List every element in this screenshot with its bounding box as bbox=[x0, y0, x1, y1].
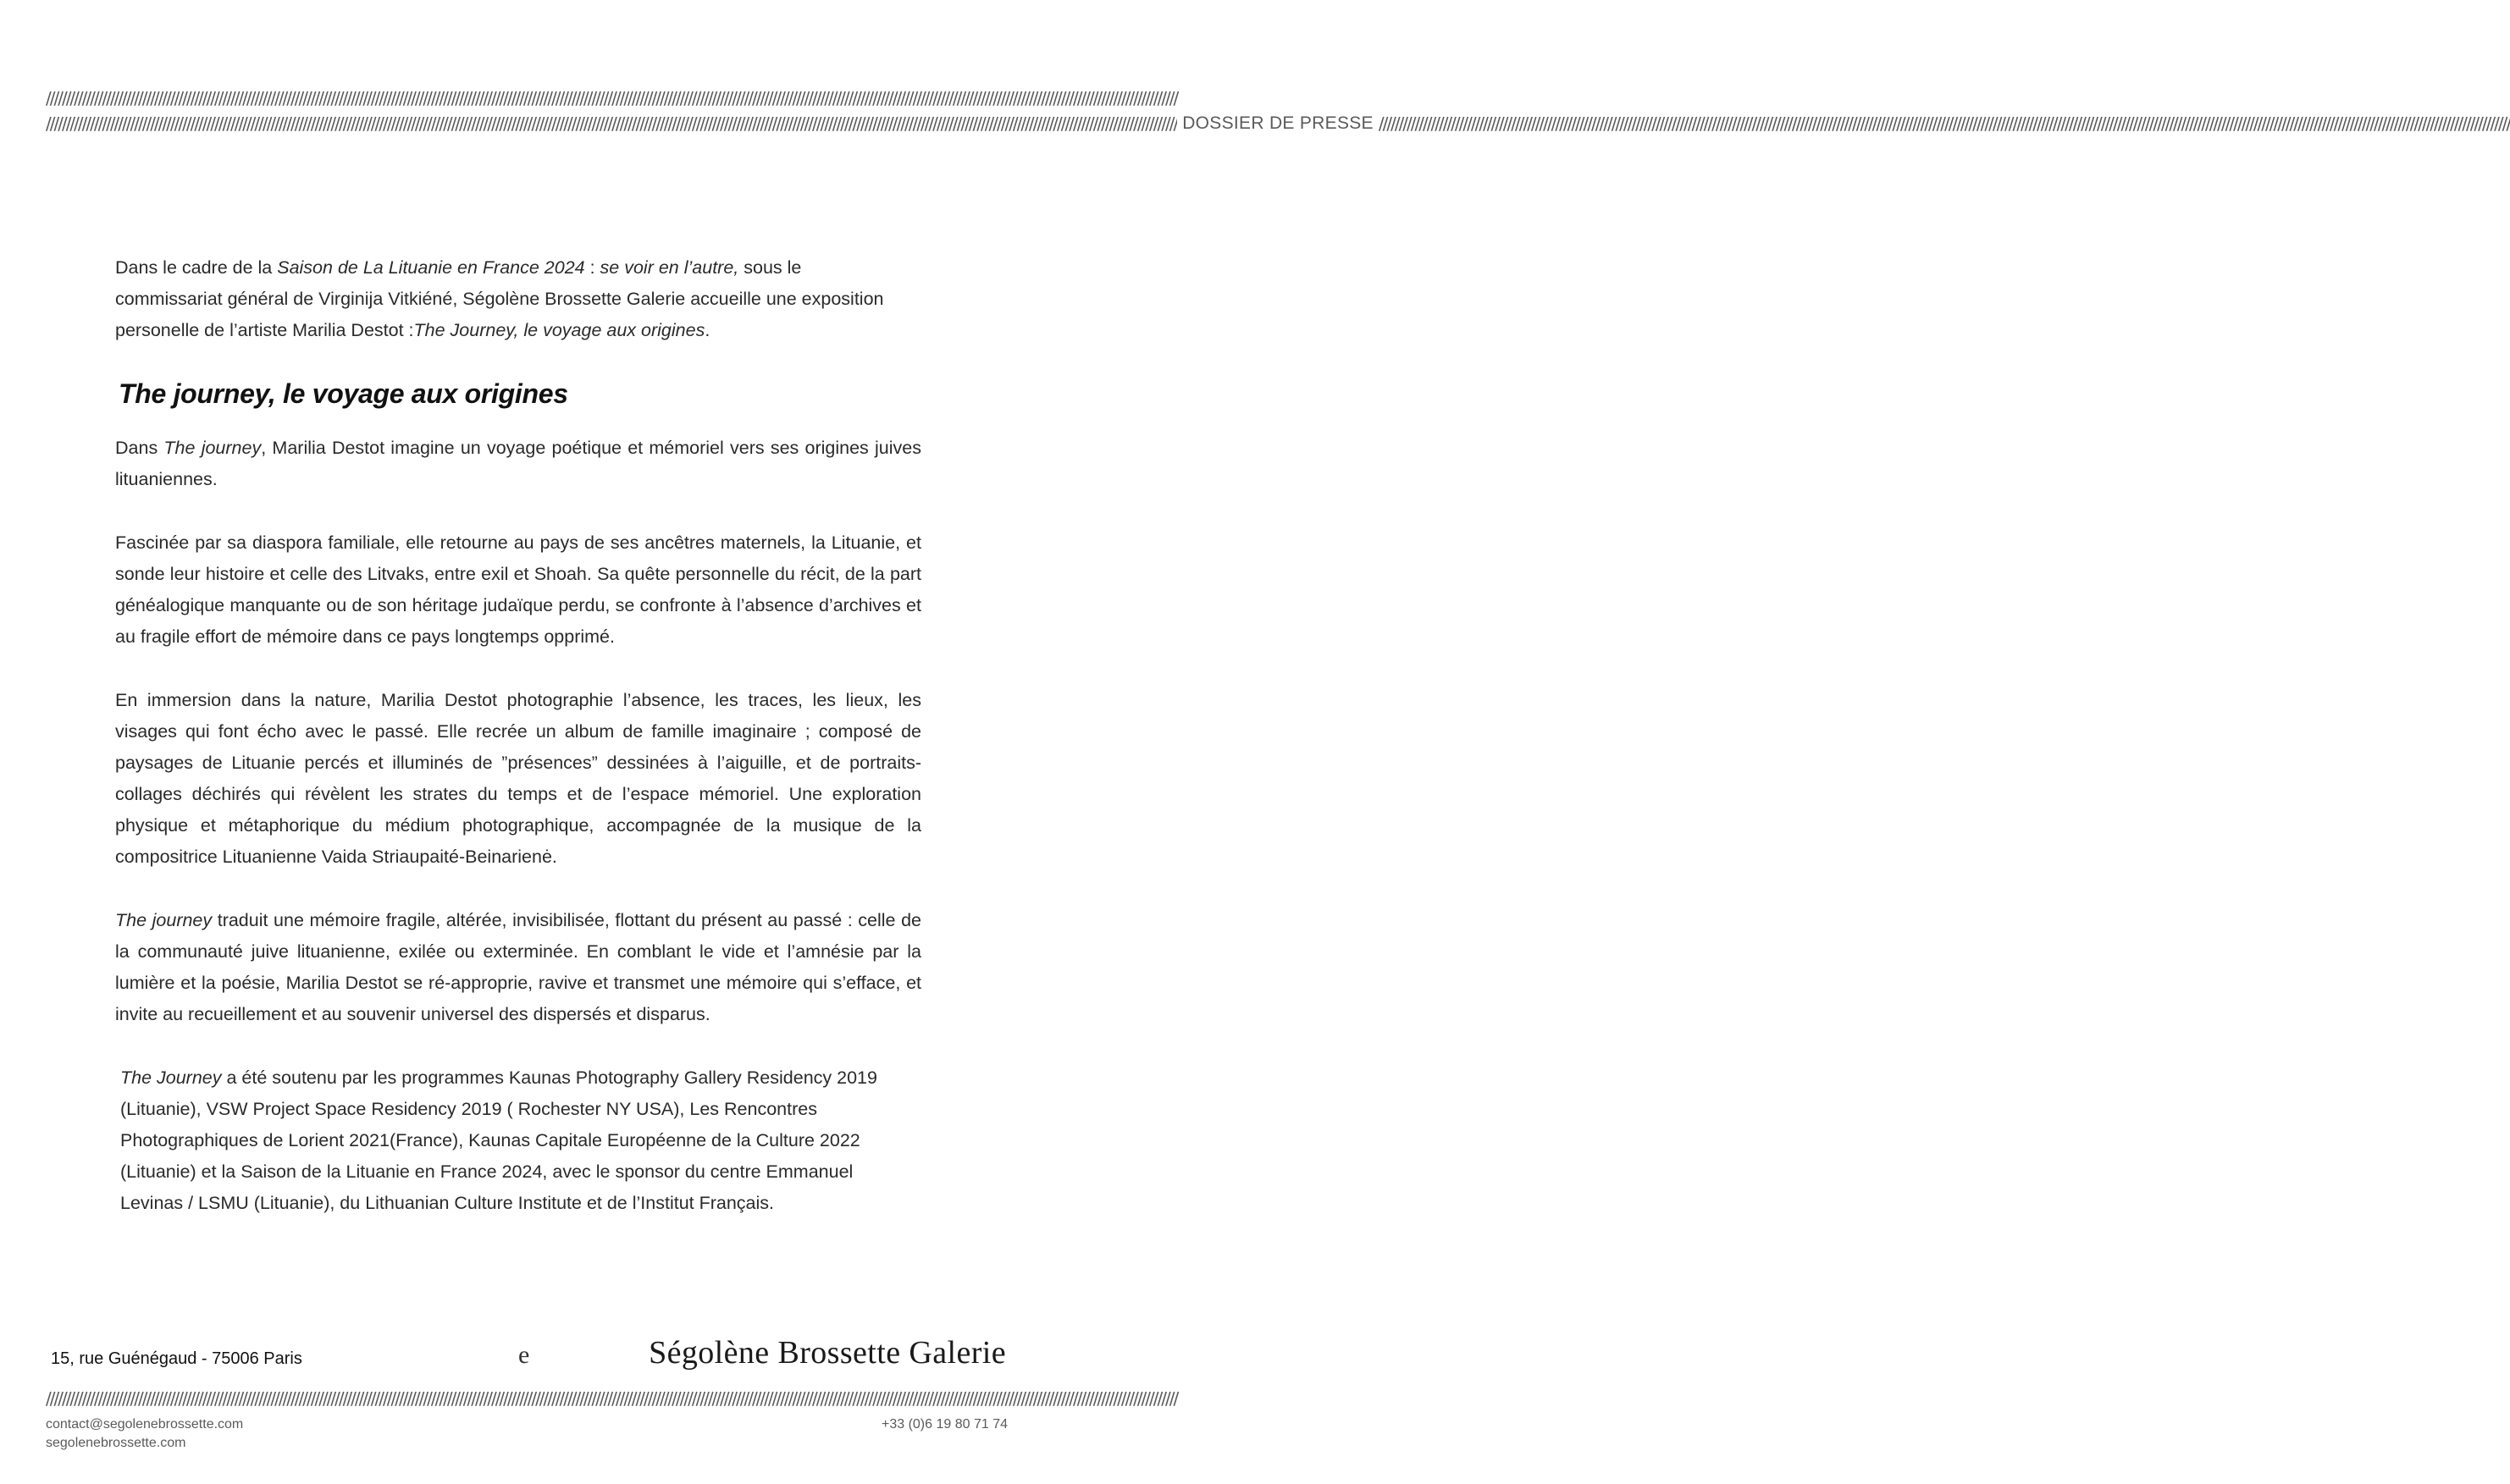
main-content bbox=[115, 252, 921, 1219]
body-paragraph-4 bbox=[115, 905, 921, 1030]
intro-italic-season: Saison de La Lituanie en France 2024 bbox=[277, 257, 585, 278]
paragraph-text: a été soutenu par les programmes Kaunas Photography Gallery Residency 2019 (Lituanie), VSW Project Space Residency 2019 ( Rochester NY USA), Les Rencontres Photographiques de Lorient 2021(France), Kaunas Capitale Européenne de la Culture 2022 (Lituanie) et la Saison de la Lituanie en France 2024, avec le sponsor du centre Emmanuel Levinas / LSMU (Lituanie), du Lithuanian Culture Institute et de l’Institut Français. bbox=[120, 1067, 877, 1213]
paragraph-text: Dans bbox=[115, 438, 164, 458]
body-paragraph-2: Fascinée par sa diaspora familiale, elle retourne au pays de ses ancêtres maternels, la Lituanie, et sonde leur histoire et celle des Litvaks, entre exil et Shoah. Sa quête personnelle du récit, de la part généalogique manquante ou de son héritage judaïque perdu, se confronte à l’absence d’archives et au fragile effort de mémoire dans ce pays longtemps opprimé. bbox=[115, 532, 921, 647]
paragraph-italic: The journey bbox=[163, 438, 262, 458]
intro-text: Dans le cadre de la bbox=[115, 257, 278, 278]
contact-phone: +33 (0)6 19 80 71 74 bbox=[881, 1417, 1008, 1432]
paragraph-italic: The Journey bbox=[120, 1067, 222, 1088]
header-slash-line: ////////////////////////////////////////////////////////////////////////////////////////////////////////////////////////////////////////////////////////////////////////////////////////////////////////////////////////////////////////////////////////////////////////////////////////// bbox=[46, 88, 1178, 108]
footer-contact bbox=[46, 1415, 243, 1453]
document-title: DOSSIER DE PRESSE bbox=[1177, 113, 1379, 134]
intro-paragraph bbox=[115, 252, 903, 346]
intro-text: sous le commissariat général de Virginija Vitkiéné, Ségolène Brossette Galerie accueille une exposition personelle de l’artiste Marilia Destot : bbox=[115, 257, 884, 340]
paragraph-text: traduit une mémoire fragile, altérée, invisibilisée, flottant du présent au passé : celle de la communauté juive lituanienne, exilée ou exterminée. En comblant le vide et l’amnésie par la lumière et la poésie, Marilia Destot se ré-approprie, ravive et transmet une mémoire qui s’efface, et invite au recueillement et au souvenir universel des dispersés et disparus. bbox=[115, 910, 921, 1024]
paragraph-italic: The journey bbox=[115, 910, 213, 930]
gallery-address: 15, rue Guénégaud - 75006 Paris bbox=[51, 1349, 302, 1368]
intro-italic-exhibition: The Journey, le voyage aux origines bbox=[413, 320, 705, 340]
header-slash-fill-right: ////////////////////////////////////////////////////////////////////////////////////////////////////////////////////////////////////////////////////////////////////////////////////////////////////////////////////////////////////////////////////////////////////////////////////////// bbox=[1378, 113, 2510, 134]
footer-slash-line: ////////////////////////////////////////////////////////////////////////////////////////////////////////////////////////////////////////////////////////////////////////////////////////////////////////////////////////////////////////////////////////////////////////////////////////// bbox=[46, 1388, 1178, 1409]
intro-text: . bbox=[705, 320, 710, 340]
contact-email-link[interactable]: contact@segolenebrossette.com bbox=[46, 1417, 244, 1432]
website-link[interactable]: segolenebrossette.com bbox=[46, 1436, 186, 1450]
header-slash-fill-left: ////////////////////////////////////////////////////////////////////////////////////////////////////////////////////////////////////////////////////////////////////////////////////////////////////////////////////////////////////////////////////////////////////////////////////////// bbox=[46, 113, 1178, 134]
body-paragraph-1 bbox=[115, 433, 921, 495]
logo-mark: e bbox=[518, 1341, 530, 1369]
intro-italic-subtitle: se voir en l’autre, bbox=[600, 257, 739, 278]
section-heading: The journey, le voyage aux origines bbox=[119, 378, 568, 409]
paragraph-text: , Marilia Destot imagine un voyage poétique et mémoriel vers ses origines juives lituaniennes. bbox=[115, 438, 921, 489]
gallery-logo: Ségolène Brossette Galerie bbox=[649, 1335, 1006, 1371]
body-paragraph-3: En immersion dans la nature, Marilia Destot photographie l’absence, les traces, les lieux, les visages qui font écho avec le passé. Elle recrée un album de famille imaginaire ; composé de paysages de Lituanie percés et illuminés de ”présences” dessinées à l’aiguille, et de portraits-collages déchirés qui révèlent les strates du temps et de l’espace mémoriel. Une exploration physique et métaphorique du médium photographique, accompagnée de la musique de la compositrice Lituanienne Vaida Striaupaité-Beinarienė. bbox=[115, 690, 921, 867]
intro-text: : bbox=[584, 257, 600, 278]
body-paragraph-5 bbox=[120, 1062, 908, 1219]
header-title-row bbox=[46, 113, 2510, 134]
